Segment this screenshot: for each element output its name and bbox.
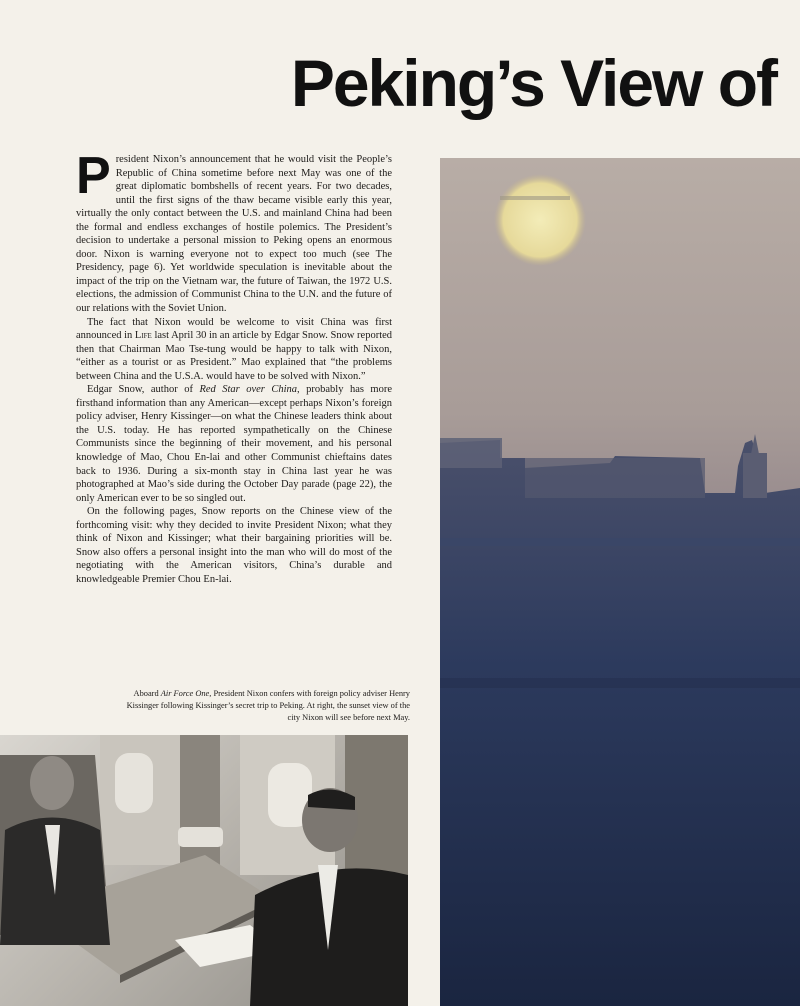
article-paragraph-4: On the following pages, Snow reports on the Chinese view of the forthcoming visit: why they decided to invite President Nixon; what they think of Nixon and Kissinger; what their bargaining priorities will be. Snow also offers a personal insight into the man who will do most of the negotiating with the American visitors, China’s durable and knowledgeable Premier Chou En-lai. <box>76 506 392 585</box>
magazine-name: Life <box>134 330 152 342</box>
headline: Peking’s View of <box>290 46 776 120</box>
cabin-scene-illustration <box>0 735 408 1006</box>
photo-caption: Aboard Air Force One, President Nixon confers with foreign policy adviser Henry Kissinger following Kissinger’s secret trip to Peking. At right, the sunset view of the city Nixon will see before next May. <box>126 689 410 722</box>
photo-peking-sunset <box>440 158 800 1006</box>
sun <box>494 174 586 266</box>
drop-cap: P <box>76 147 111 205</box>
book-title: Red Star over China <box>199 384 298 396</box>
sunset-city-illustration <box>440 158 800 1006</box>
aircraft-name: Air Force One <box>160 689 210 698</box>
article-paragraph-1: President Nixon’s announcement that he would visit the People’s Republic of China sometime before next May was one of the great diplomatic bombshells of recent years. For two decades, until the first signs of the thaw became visible early this year, virtually the only contact between the U.S. and mainland China had been the formal and endless exchanges of hostile polemics. The President’s decision to undertake a personal mission to Peking opens an enormous door. Nixon is warning everyone not to expect too much (see The Presidency, page 6). Yet worldwide speculation is inevitable about the impact of the trip on the Vietnam war, the future of Taiwan, the 1972 U.S. elections, the admission of Communist China to the U.N. and the future of our relations with the Soviet Union. <box>76 147 392 315</box>
article-paragraph-3: Edgar Snow, author of Red Star over China, probably has more firsthand information than any American—except perhaps Nixon’s foreign policy adviser, Henry Kissinger—on what the Chinese leaders think about the U.S. today. He has reported sympathetically on the Chinese Communists since the beginning of their movement, and his personal knowledge of Mao, Chou En-lai and other Communist chieftains dates back to 1936. During a six-month stay in China last year he was photographed at Mao’s side during the October Day parade (page 22), the only American ever to be so singled out. <box>76 384 393 504</box>
article-paragraph-2: The fact that Nixon would be welcome to visit China was first announced in Life last April 30 in an article by Edgar Snow. Snow reported then that Chairman Mao Tse-tung would be happy to talk with Nixon, “either as a tourist or as President.” Mao explained that “the problems between China and the U.S.A. would have to be solved with Nixon.” <box>76 316 393 382</box>
article-body <box>76 147 393 587</box>
photo-nixon-kissinger <box>0 735 408 1006</box>
